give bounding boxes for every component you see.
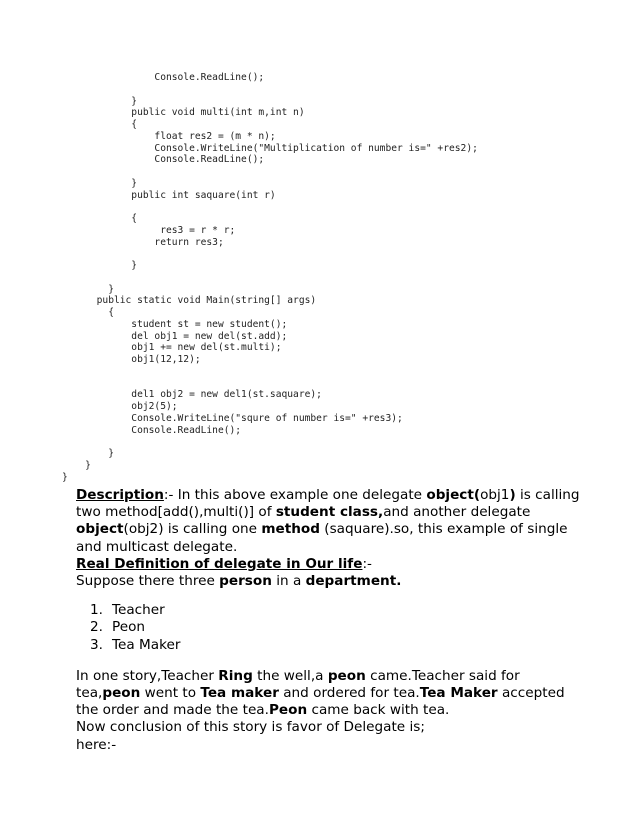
conclusion-line: Now conclusion of this story is favor of Delegate is; <box>76 719 425 736</box>
code-line: } <box>62 448 114 459</box>
list-item: 3. Tea Maker <box>90 636 181 653</box>
prose-section <box>76 487 586 754</box>
code-line <box>62 366 478 378</box>
code-line: Console.ReadLine(); <box>62 154 265 166</box>
code-line: public static void Main(string[] args) <box>62 295 317 307</box>
suppose-line: Suppose there three person in a department. <box>76 573 402 590</box>
code-line <box>62 272 478 284</box>
code-line: Console.ReadLine(); <box>62 424 242 436</box>
code-line: obj1(12,12); <box>62 354 201 365</box>
code-line: Console.WriteLine("squre of number is=" +res3); <box>62 412 403 424</box>
code-line: return res3; <box>62 236 224 248</box>
code-line: Console.WriteLine("Multiplication of number is=" +res2); <box>62 142 478 154</box>
code-line: } <box>62 283 114 295</box>
code-line: { <box>62 119 138 130</box>
code-listing <box>62 72 478 483</box>
code-line: obj1 += new del(st.multi); <box>62 342 282 354</box>
code-line: public int saquare(int r) <box>62 189 276 201</box>
code-line: student st = new student(); <box>62 318 288 330</box>
here-line: here:- <box>76 736 117 753</box>
code-line: res3 = r * r; <box>62 224 236 236</box>
code-line: } <box>62 177 138 189</box>
story-paragraph: In one story,Teacher Ring the well,a peon came.Teacher said for tea,peon went to Tea maker and ordered for tea.Tea Maker accepted the order and made the tea.Peon came back with tea. <box>76 667 565 719</box>
code-line <box>62 248 478 260</box>
list-item: 1. Teacher <box>90 602 165 619</box>
code-line <box>62 166 478 178</box>
code-line: del obj1 = new del(st.add); <box>62 330 288 342</box>
code-line: } <box>62 471 68 483</box>
code-line <box>62 436 478 448</box>
code-line: public void multi(int m,int n) <box>62 107 305 119</box>
code-line: } <box>62 260 138 271</box>
code-line <box>62 378 478 390</box>
code-line: { <box>62 213 138 224</box>
code-line: del1 obj2 = new del1(st.saquare); <box>62 389 322 401</box>
code-line: float res2 = (m * n); <box>62 130 276 142</box>
code-line: { <box>62 307 114 318</box>
description-label: Description <box>76 487 164 503</box>
list-item: 2. Peon <box>90 619 146 636</box>
code-line: Console.ReadLine(); <box>62 72 265 83</box>
description-paragraph: Description:- In this above example one delegate object(obj1) is calling two method[add(),multi()] of student class,and another delegate object(obj2) is calling one method (saquare).so, this example of single and multicast delegate. <box>76 487 580 555</box>
code-line <box>62 84 478 96</box>
code-line: obj2(5); <box>62 401 178 412</box>
real-definition-heading: Real Definition of delegate in Our life:- <box>76 555 372 572</box>
code-line <box>62 201 478 213</box>
code-line: } <box>62 95 138 107</box>
code-line: } <box>62 459 91 471</box>
person-list <box>76 602 586 654</box>
